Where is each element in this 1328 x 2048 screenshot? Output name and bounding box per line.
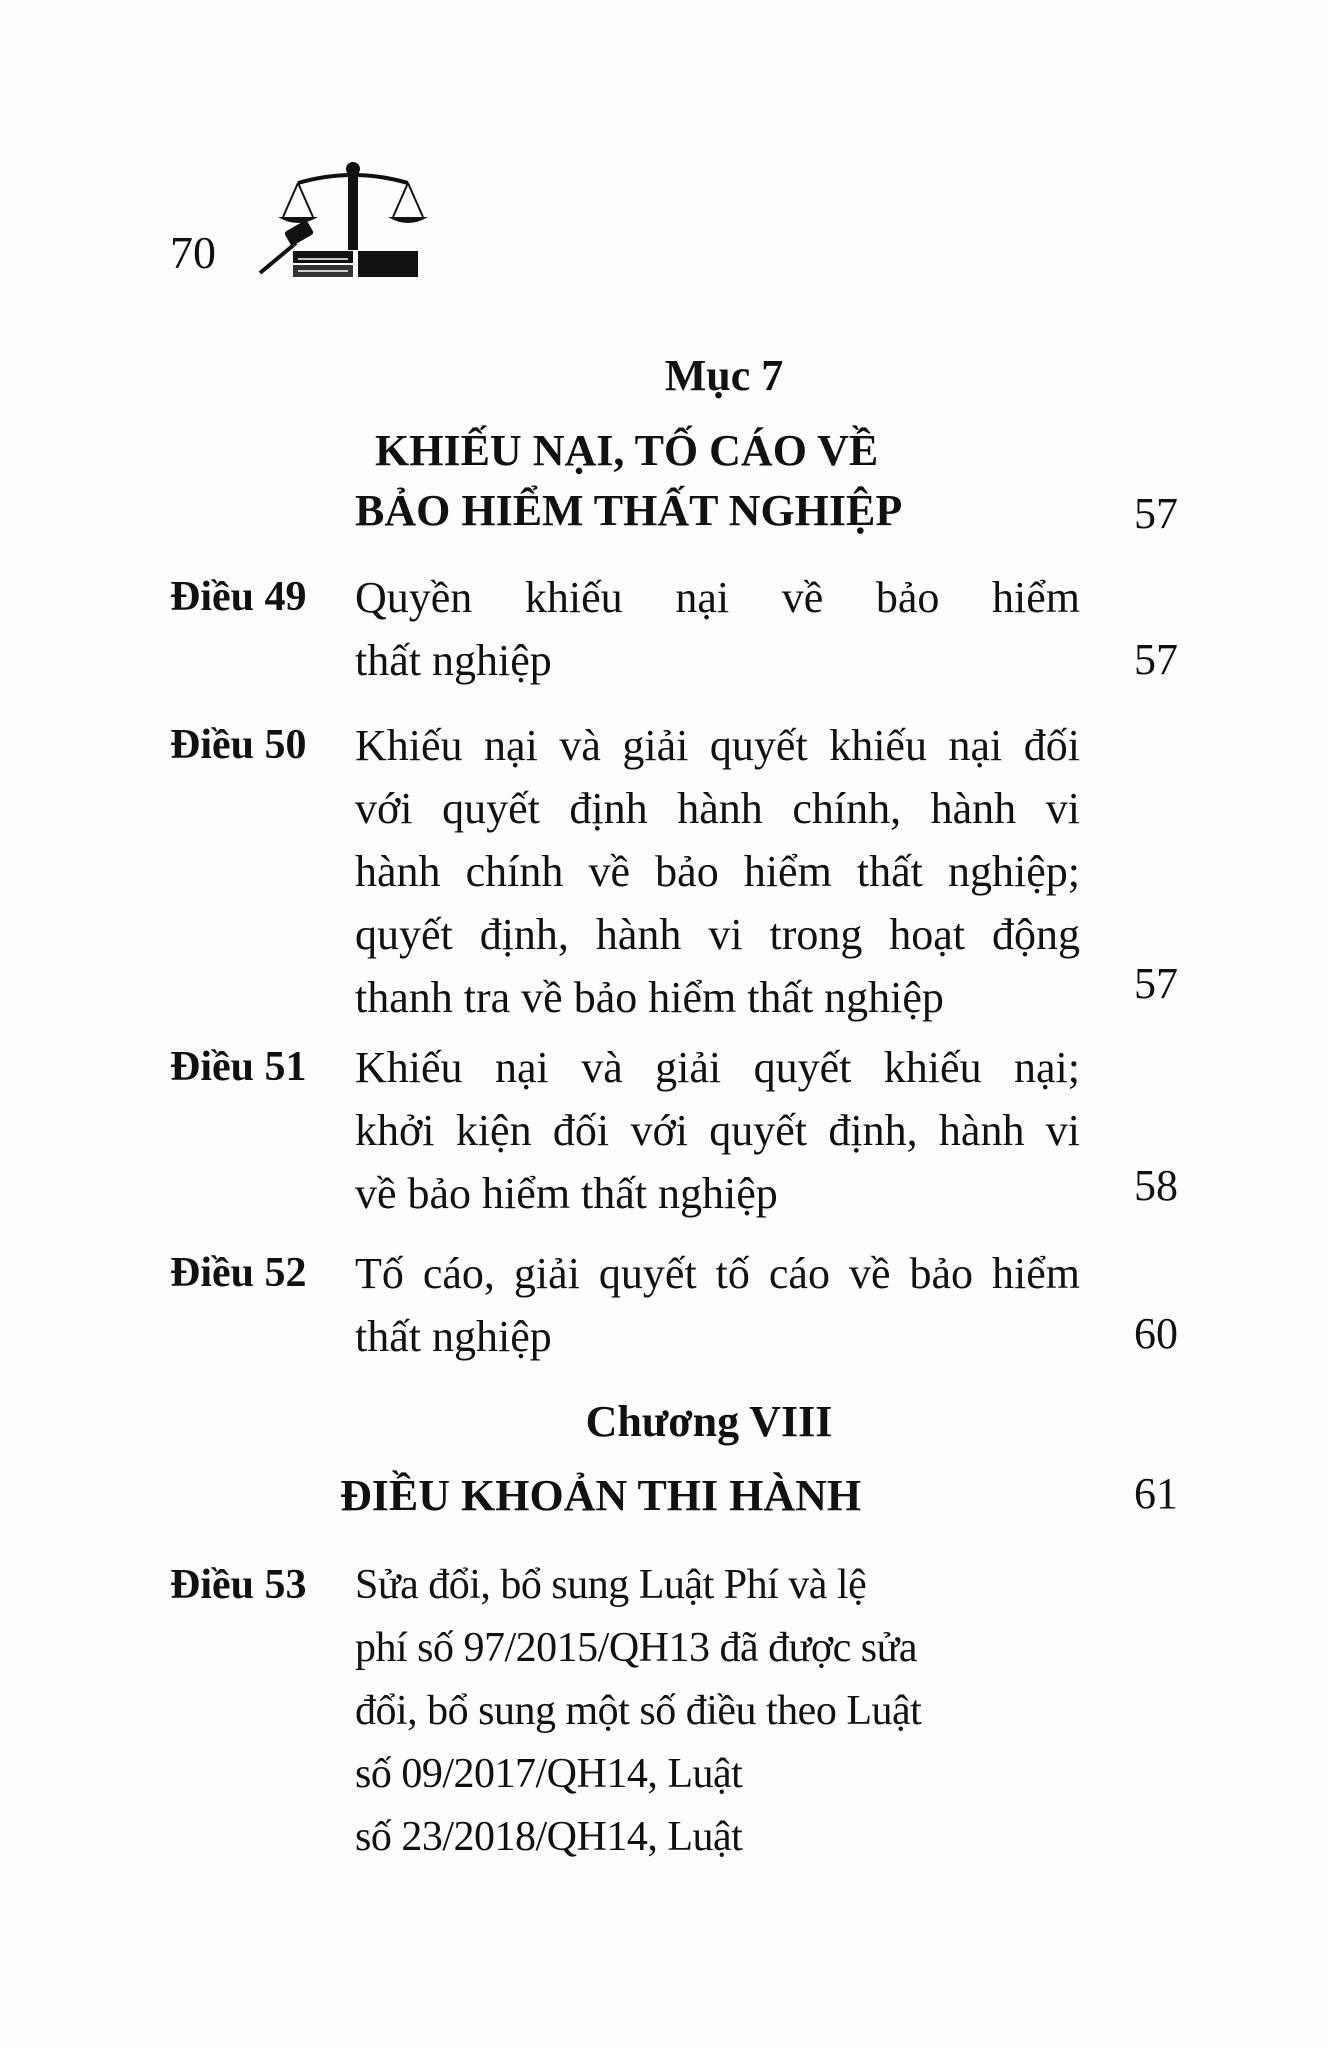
article-text bbox=[355, 566, 1080, 692]
article-text-line: thất nghiệp bbox=[355, 1312, 552, 1361]
chapter-heading: ĐIỀU KHOẢN THI HÀNH bbox=[340, 1471, 862, 1520]
article-label: Điều 49 bbox=[170, 574, 307, 620]
article-text-line: thanh tra về bảo hiểm thất nghiệp bbox=[355, 973, 944, 1022]
article-text-line: Khiếu nại và giải quyết khiếu nại; bbox=[355, 1043, 1080, 1092]
article-text bbox=[355, 1036, 1080, 1225]
section-heading-line-2: BẢO HIỂM THẤT NGHIỆP bbox=[355, 486, 903, 535]
article-text-line: về bảo hiểm thất nghiệp bbox=[355, 1169, 778, 1218]
article-text-line: Khiếu nại và giải quyết khiếu nại đối bbox=[355, 721, 1080, 770]
article-label: Điều 51 bbox=[170, 1044, 307, 1090]
article-label: Điều 52 bbox=[170, 1250, 307, 1296]
article-text-line: khởi kiện đối với quyết định, hành vi bbox=[355, 1106, 1080, 1155]
article-page-ref: 57 bbox=[1134, 635, 1178, 684]
article-text-line: Sửa đổi, bổ sung Luật Phí và lệ bbox=[355, 1562, 867, 1608]
article-text-line: Quyền khiếu nại về bảo hiểm bbox=[355, 573, 1080, 622]
article-page-ref: 58 bbox=[1134, 1161, 1178, 1210]
scales-of-justice-and-gavel-icon bbox=[258, 155, 448, 285]
article-text bbox=[355, 1242, 1080, 1368]
article-text bbox=[355, 714, 1080, 1029]
chapter-page-ref: 61 bbox=[1134, 1469, 1178, 1518]
article-label: Điều 53 bbox=[170, 1562, 307, 1608]
article-label: Điều 50 bbox=[170, 722, 307, 768]
article-text bbox=[355, 1554, 1055, 1869]
article-text-line: với quyết định hành chính, hành vi bbox=[355, 784, 1080, 833]
article-text-line: đổi, bổ sung một số điều theo Luật bbox=[355, 1688, 922, 1734]
article-text-line: số 09/2017/QH14, Luật bbox=[355, 1751, 743, 1797]
chapter-title: Chương VIII bbox=[585, 1397, 833, 1446]
article-text-line: quyết định, hành vi trong hoạt động bbox=[355, 910, 1080, 959]
article-page-ref: 57 bbox=[1134, 959, 1178, 1008]
article-text-line: Tố cáo, giải quyết tố cáo về bảo hiểm bbox=[355, 1249, 1080, 1298]
page-number: 70 bbox=[170, 227, 216, 278]
article-text-line: thất nghiệp bbox=[355, 636, 552, 685]
article-text-line: hành chính về bảo hiểm thất nghiệp; bbox=[355, 847, 1080, 896]
article-text-line: phí số 97/2015/QH13 đã được sửa bbox=[355, 1625, 918, 1671]
section-title: Mục 7 bbox=[664, 351, 784, 400]
article-page-ref: 60 bbox=[1134, 1309, 1178, 1358]
section-heading-line-1: KHIẾU NẠI, TỐ CÁO VỀ bbox=[375, 426, 879, 475]
article-text-line: số 23/2018/QH14, Luật bbox=[355, 1814, 743, 1860]
section-page-ref: 57 bbox=[1134, 489, 1178, 538]
